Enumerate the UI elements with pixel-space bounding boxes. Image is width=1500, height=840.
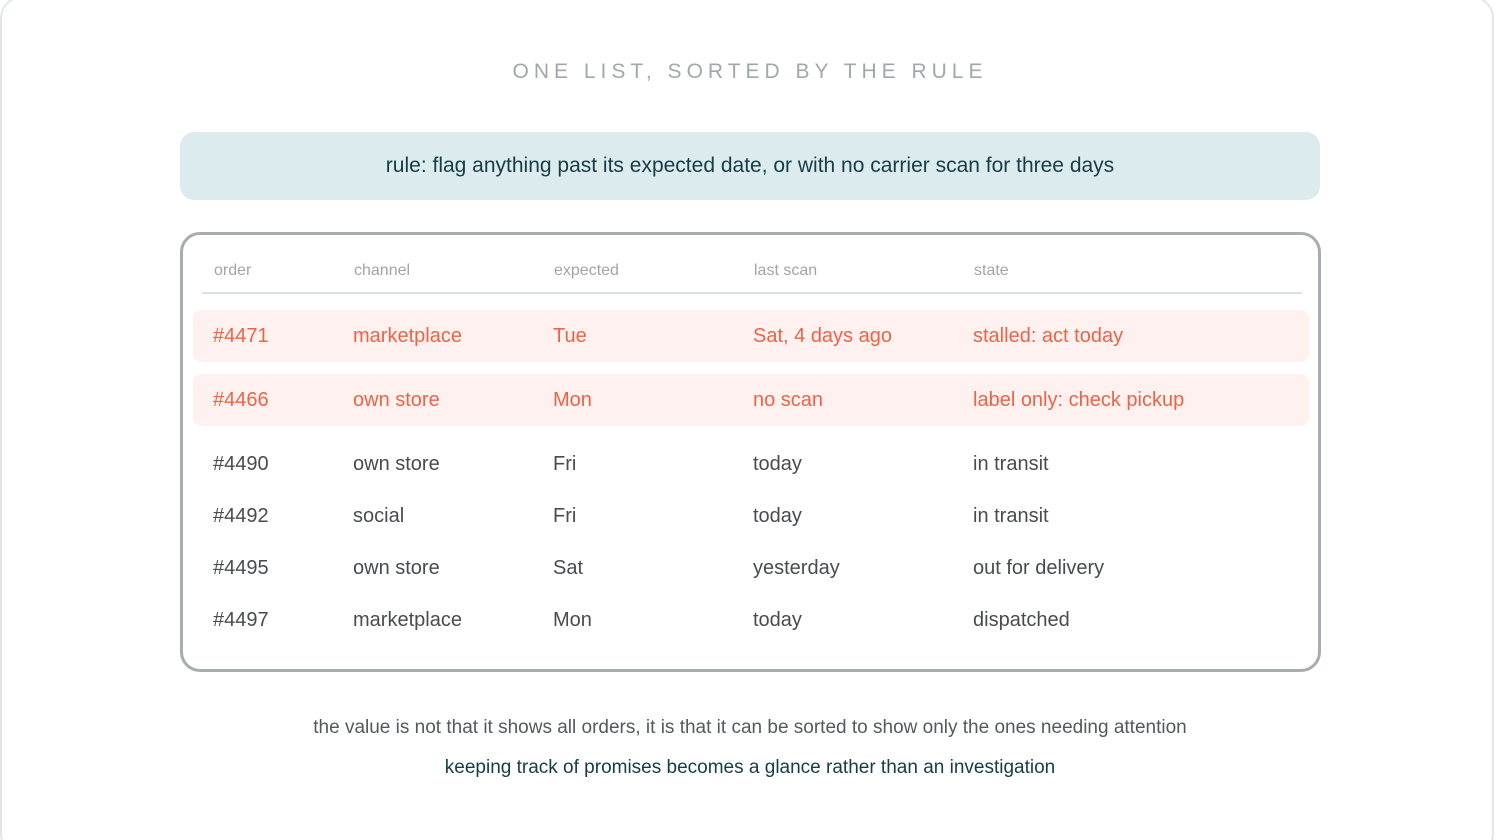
- cell-order: #4490: [213, 453, 269, 475]
- table-row[interactable]: [193, 310, 1309, 362]
- cell-expected: Fri: [553, 453, 577, 475]
- table-row[interactable]: [193, 490, 1309, 542]
- footer-takeaway: keeping track of promises becomes a glance rather than an investigation: [444, 757, 1056, 778]
- table-row[interactable]: [193, 594, 1309, 646]
- orders-table: [180, 232, 1321, 672]
- cell-order: #4495: [213, 557, 269, 579]
- cell-expected: Sat: [553, 557, 584, 579]
- cell-channel: own store: [353, 389, 440, 411]
- cell-channel: own store: [353, 453, 440, 475]
- cell-order: #4492: [213, 505, 269, 527]
- cell-last-scan: Sat, 4 days ago: [753, 325, 892, 347]
- table-row[interactable]: [193, 374, 1309, 426]
- header-expected: expected: [554, 262, 619, 279]
- rule-text: rule: flag anything past its expected date, or with no carrier scan for three days: [385, 154, 1115, 177]
- header-order: order: [214, 262, 252, 279]
- cell-expected: Fri: [553, 505, 577, 527]
- cell-state: label only: check pickup: [973, 389, 1185, 411]
- page-title: ONE LIST, SORTED BY THE RULE: [512, 60, 988, 83]
- cell-state: dispatched: [973, 609, 1070, 631]
- cell-last-scan: today: [753, 453, 802, 475]
- cell-last-scan: today: [753, 505, 802, 527]
- cell-expected: Tue: [553, 325, 587, 347]
- cell-last-scan: no scan: [753, 389, 824, 411]
- cell-state: stalled: act today: [973, 325, 1124, 347]
- cell-state: out for delivery: [973, 557, 1105, 579]
- header-state: state: [974, 262, 1009, 279]
- table-row[interactable]: [193, 438, 1309, 490]
- header-channel: channel: [354, 262, 411, 279]
- cell-order: #4497: [213, 609, 269, 631]
- table-header-row: [202, 235, 1302, 294]
- cell-state: in transit: [973, 453, 1049, 475]
- cell-order: #4466: [213, 389, 269, 411]
- cell-expected: Mon: [553, 609, 592, 631]
- header-last-scan: last scan: [754, 262, 818, 279]
- cell-expected: Mon: [553, 389, 592, 411]
- cell-last-scan: today: [753, 609, 802, 631]
- cell-channel: social: [353, 505, 405, 527]
- cell-order: #4471: [213, 325, 269, 347]
- rule-banner: [180, 132, 1320, 200]
- cell-state: in transit: [973, 505, 1049, 527]
- cell-last-scan: yesterday: [753, 557, 840, 579]
- cell-channel: marketplace: [353, 325, 462, 347]
- table-row[interactable]: [193, 542, 1309, 594]
- cell-channel: marketplace: [353, 609, 462, 631]
- cell-channel: own store: [353, 557, 440, 579]
- footer-note: the value is not that it shows all orders, it is that it can be sorted to show only the ones needing attention: [313, 717, 1187, 738]
